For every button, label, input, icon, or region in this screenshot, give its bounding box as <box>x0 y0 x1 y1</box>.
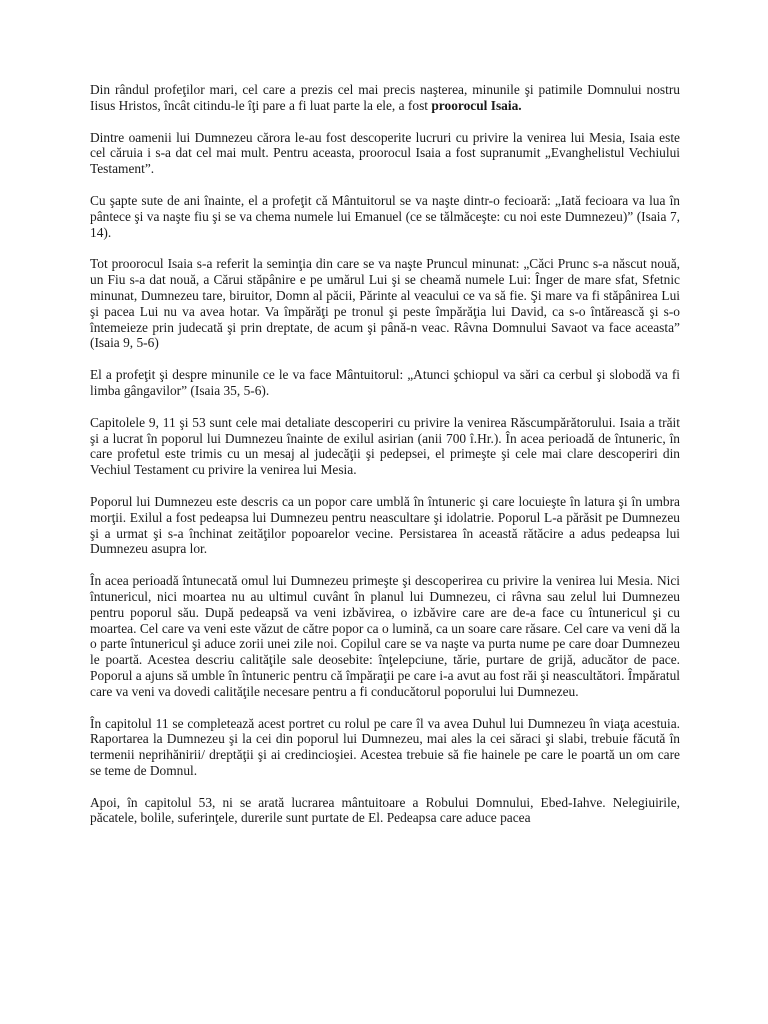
document-page <box>90 82 680 842</box>
paragraph-2: Dintre oamenii lui Dumnezeu cărora le-au fost descoperite lucruri cu privire la venirea lui Mesia, Isaia este cel căruia i s-a dat cel mai mult. Pentru aceasta, proorocul Isaia a fost supranumit „Evanghelistul Vechiului Testament”. <box>90 129 680 177</box>
paragraph-7: Poporul lui Dumnezeu este descris ca un popor care umblă în întuneric şi care locuieşte în latura şi în umbra morţii. Exilul a fost pedeapsa lui Dumnezeu pentru neascultare şi idolatrie. Poporul L-a părăsit pe Dumnezeu şi a urmat şi s-a închinat zeităţilor popoarelor vecine. Persistarea în această rătăcire a adus pedeapsa lui Dumnezeu asupra lor. <box>90 493 680 557</box>
paragraph-10: Apoi, în capitolul 53, ni se arată lucrarea mântuitoare a Robului Domnului, Ebed-Iahve. Nelegiuirile, păcatele, bolile, suferinţele, durerile sunt purtate de El. Pedeapsa care aduce pacea <box>90 794 680 826</box>
paragraph-8: În acea perioadă întunecată omul lui Dumnezeu primeşte şi descoperirea cu privire la venirea lui Mesia. Nici întunericul, nici moartea nu au ultimul cuvânt în planul lui Dumnezeu, ci râvna sau zelul lui Dumnezeu pentru poporul său. După pedeapsă va veni izbăvirea, o izbăvire care are de-a face cu întunericul şi cu moartea. Cel care va veni este văzut de către popor ca o lumină, ca un soare care răsare. Cel care va veni dă la o parte întunericul şi aduce zorii unei zile noi. Copilul care se va naşte va purta nume pe care doar Dumnezeu le poartă. Acestea descriu calităţile sale deosebite: înţelepciune, tărie, purtare de grijă, aducător de pace. Poporul a ajuns să umble în întuneric pentru că împăraţii pe care i-a avut au fost răi şi neascultători. Împăratul care va veni va dovedi calităţile necesare pentru a fi conducătorul poporului lui Dumnezeu. <box>90 573 680 699</box>
paragraph-6: Capitolele 9, 11 şi 53 sunt cele mai detaliate descoperiri cu privire la venirea Răscumpărătorului. Isaia a trăit şi a lucrat în poporul lui Dumnezeu înainte de exilul asirian (anii 700 î.Hr.). În acea perioadă de întuneric, în care profetul este trimis cu un mesaj al judecăţii şi pedepsei, el primeşte şi cele mai clare descoperiri din Vechiul Testament cu privire la venirea lui Mesia. <box>90 414 680 478</box>
paragraph-5: El a profeţit şi despre minunile ce le va face Mântuitorul: „Atunci şchiopul va sări ca cerbul şi slobodă va fi limba gângavilor” (Isaia 35, 5-6). <box>90 367 680 398</box>
paragraph-1-text: Din rândul profeţilor mari, cel care a prezis cel mai precis naşterea, minunile şi patimile Domnului nostru Iisus Hristos, încât citindu-le îţi pare a fi luat parte la ele, a fost <box>90 82 680 113</box>
paragraph-9: În capitolul 11 se completează acest portret cu rolul pe care îl va avea Duhul lui Dumnezeu în viaţa acestuia. Raportarea la Dumnezeu şi la cei din poporul lui Dumnezeu, mai ales la cei săraci şi slabi, trebuie făcută în termenii neprihănirii/ dreptăţii şi ai credincioşiei. Acestea trebuie să fie hainele pe care le poartă un om care se teme de Domnul. <box>90 715 680 778</box>
paragraph-1-bold: proorocul Isaia. <box>431 97 522 113</box>
paragraph-4: Tot proorocul Isaia s-a referit la seminţia din care se va naşte Pruncul minunat: „Căci Prunc s-a născut nouă, un Fiu s-a dat nouă, a Cărui stăpânire e pe umărul Lui şi se cheamă numele Lui: Înger de mare sfat, Sfetnic minunat, Dumnezeu tare, biruitor, Domn al păcii, Părinte al veacului ce va să fie. Şi mare va fi stăpânirea Lui şi pacea Lui nu va avea hotar. Va împărăţi pe tronul şi peste împărăţia lui David, ca s-o întărească şi s-o întemeieze prin judecată şi prin dreptate, de acum şi până-n veac. Râvna Domnului Savaot va face aceasta” (Isaia 9, 5-6) <box>90 256 680 351</box>
paragraph-3: Cu şapte sute de ani înainte, el a profeţit că Mântuitorul se va naşte dintr-o fecioară: „Iată fecioara va lua în pântece şi va naşte fiu şi se va chema numele lui Emanuel (ce se tălmăceşte: cu noi este Dumnezeu)” (Isaia 7, 14). <box>90 192 680 240</box>
paragraph-1 <box>90 82 680 114</box>
